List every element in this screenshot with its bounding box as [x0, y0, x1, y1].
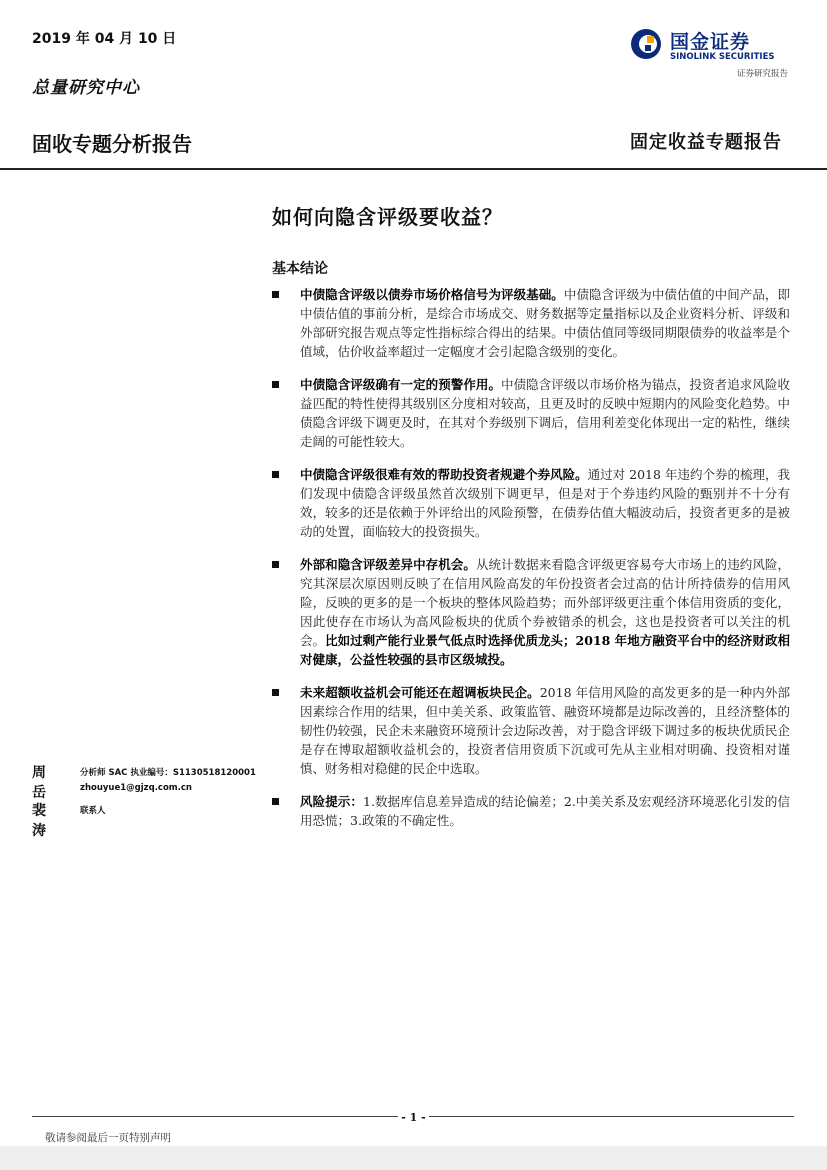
- section-heading: 基本结论: [272, 261, 328, 277]
- bullet-lead: 中债隐含评级确有一定的预警作用。: [300, 377, 502, 392]
- list-item: [272, 285, 790, 361]
- logo-subtitle: 证券研究报告: [736, 69, 788, 79]
- bullet-square-icon: [272, 561, 279, 568]
- logo-name-cn: 国金证券: [670, 31, 751, 53]
- report-type: 固收专题分析报告: [32, 132, 192, 156]
- author-role: 联系人: [80, 806, 106, 816]
- bullet-square-icon: [272, 798, 279, 805]
- bullet-body: 2018 年信用风险的高发更多的是一种内外部因素综合作用的结果，但中美关系、政策监管、融资环境都是边际改善的，且经济整体的韧性仍较强，民企未来融资环境预计会边际改善，对于隐含评级下调过多的板块优质民企是存在博取超额收益机会的，投资者信用资质下沉或可先从主业相对明确、投资相对谨慎、财务相对稳健的民企中选取。: [300, 685, 790, 776]
- bullet-body: 1.数据库信息差异造成的结论偏差；2.中美关系及宏观经济环境恶化引发的信用恐慌；3.政策的不确定性。: [300, 794, 790, 828]
- bottom-band: [0, 1146, 827, 1170]
- bullet-square-icon: [272, 291, 279, 298]
- author-role: 分析师 SAC 执业编号：S1130518120001: [80, 768, 256, 778]
- logo-mark-icon: [630, 28, 662, 60]
- list-item: [272, 555, 790, 669]
- department-name: 总量研究中心: [32, 78, 140, 98]
- author-meta: [80, 804, 106, 819]
- bullet-square-icon: [272, 381, 279, 388]
- bullet-body: 中债隐含评级为中债估值的中间产品，即中债估值的事前分析，是综合市场成交、财务数据等定量指标以及企业资料分析、评级和外部研究报告观点等定性指标综合得出的结果。中债估值同等级同期限债券的收益率是个值域，估价收益率超过一定幅度才会引起隐含级别的变化。: [300, 287, 790, 359]
- bullet-body: 从统计数据来看隐含评级更容易夸大市场上的违约风险，究其深层次原因则反映了在信用风险高发的年份投资者会过高的估计所持债券的信用风险，反映的更多的是一个板块的整体风险趋势；而外部评级更注重个体信用资质的变化，因此使存在市场认为高风险板块的优质个券被错杀的机会，这也是投资者可以关注的机会。: [300, 557, 790, 648]
- list-item: [272, 375, 790, 451]
- header-divider: [0, 168, 827, 170]
- report-category: 固定收益专题报告: [630, 132, 782, 153]
- logo-name-en: SINOLINK SECURITIES: [670, 52, 775, 62]
- bullet-lead: 风险提示：: [300, 794, 363, 809]
- bullet-lead: 中债隐含评级以债券市场价格信号为评级基础。: [300, 287, 564, 302]
- list-item: [272, 683, 790, 778]
- list-item: [272, 465, 790, 541]
- company-logo: [630, 25, 790, 80]
- author-name: 周岳: [32, 765, 46, 801]
- bullet-lead: 未来超额收益机会可能还在超调板块民企。: [300, 685, 540, 700]
- bullet-body: 中债隐含评级以市场价格为锚点，投资者追求风险收益匹配的特性使得其级别区分度相对较高，且更及时的反映中短期内的风险变化趋势。中债隐含评级下调更及时，在其对个券级别下调后，信用利差变化体现出一定的粘性，继续走阔的可能性较大。: [300, 377, 790, 449]
- bullet-lead: 外部和隐含评级差异中存机会。: [300, 557, 476, 572]
- author-meta: [80, 766, 256, 796]
- bullet-square-icon: [272, 689, 279, 696]
- author-name: 裴涛: [32, 803, 46, 839]
- footer-disclaimer: 敬请参阅最后一页特别声明: [45, 1132, 171, 1144]
- page-title: 如何向隐含评级要收益？: [272, 205, 503, 229]
- key-findings-list: [272, 285, 790, 844]
- report-date: 2019 年 04 月 10 日: [32, 31, 177, 47]
- bullet-square-icon: [272, 471, 279, 478]
- page-number-text: - 1 -: [398, 1111, 428, 1124]
- bullet-body: 通过对 2018 年违约个券的梳理，我们发现中债隐含评级虽然首次级别下调更早，但是对于个券违约风险的甄别并不十分有效，较多的还是依赖于外评给出的风险预警，在债券估值大幅波动后，投资者更多的是被动的处置，面临较大的投资损失。: [300, 467, 790, 539]
- author-email[interactable]: zhouyue1@gjzq.com.cn: [80, 783, 192, 793]
- list-item: [272, 792, 790, 830]
- page-number: [0, 1111, 827, 1124]
- bullet-tail: 比如过剩产能行业景气低点时选择优质龙头；2018 年地方融资平台中的经济财政相对健康，公益性较强的县市区级城投。: [300, 633, 790, 667]
- bullet-lead: 中债隐含评级很难有效的帮助投资者规避个券风险。: [300, 467, 588, 482]
